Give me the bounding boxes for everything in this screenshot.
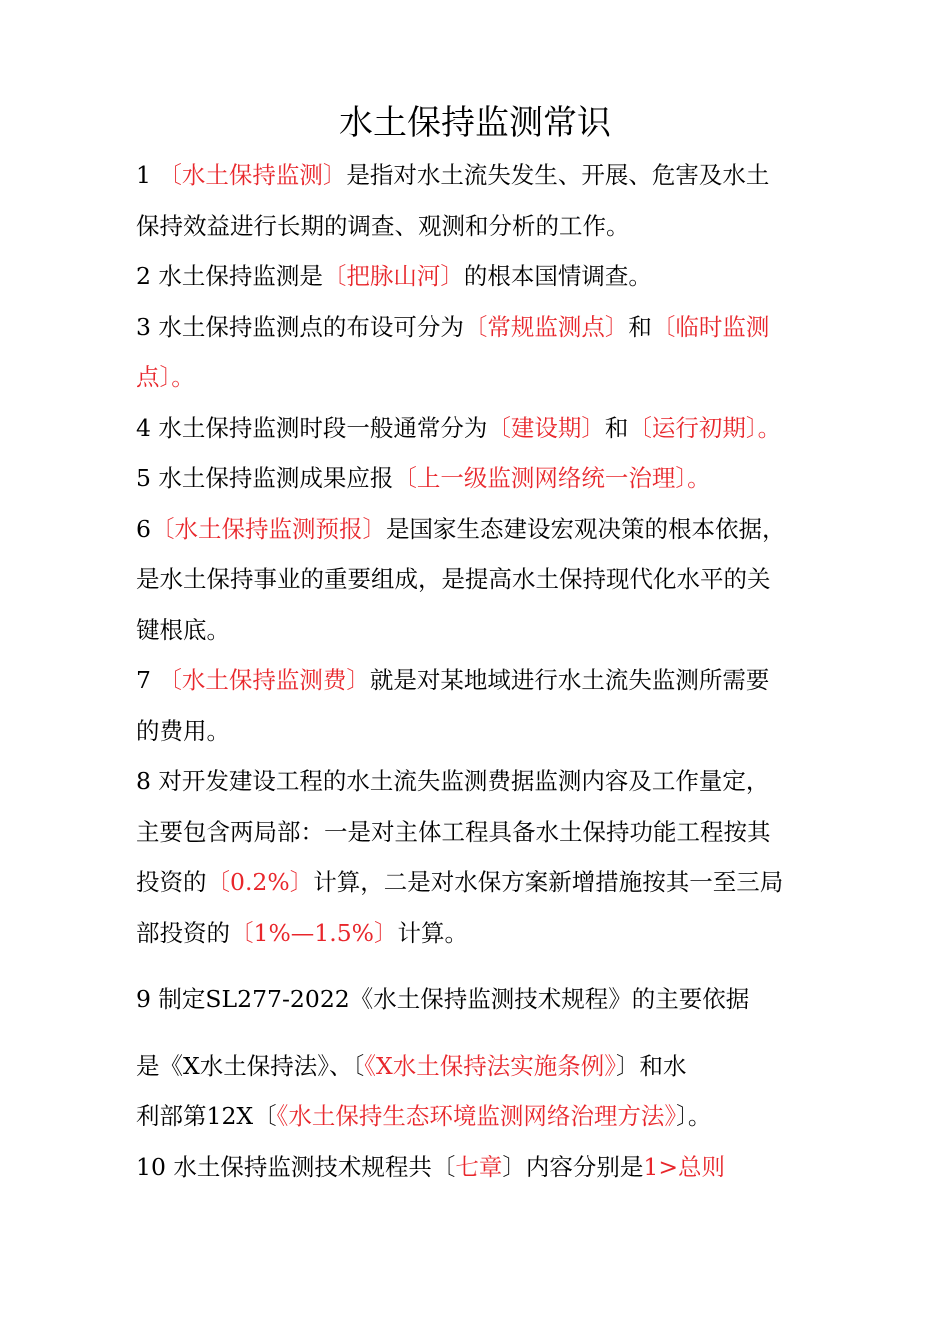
paragraph-line bbox=[136, 605, 836, 656]
paragraph-line bbox=[136, 908, 836, 959]
highlighted-answer: 1>总则 bbox=[643, 1152, 726, 1181]
body-text: 和 bbox=[628, 312, 652, 341]
paragraph-item-6 bbox=[136, 504, 836, 656]
body-text: 投资的 bbox=[136, 868, 207, 896]
body-text: 键根底。 bbox=[136, 615, 230, 644]
body-text: 8 对开发建设工程的水土流失监测费据监测内容及工作量定， bbox=[136, 767, 770, 795]
paragraph-line bbox=[136, 453, 836, 504]
paragraph-line bbox=[136, 251, 836, 302]
highlighted-answer: 《X水土保持法实施条例》 bbox=[364, 1051, 616, 1080]
paragraph-item-2 bbox=[136, 251, 836, 302]
body-text: 2 水土保持监测是 bbox=[136, 262, 323, 290]
paragraph-item-5 bbox=[136, 453, 836, 504]
body-text: 5 水土保持监测成果应报 bbox=[136, 464, 394, 492]
paragraph-line bbox=[136, 655, 836, 706]
paragraph-item-7 bbox=[136, 655, 836, 756]
highlighted-answer: 〔常规监测点〕 bbox=[463, 312, 629, 341]
paragraph-line bbox=[136, 706, 836, 757]
body-text: 1 bbox=[136, 161, 159, 189]
body-text: 是国家生态建设宏观决策的根本依据， bbox=[385, 514, 786, 543]
paragraph-line bbox=[136, 302, 836, 353]
document-title: 水土保持监测常识 bbox=[339, 103, 611, 143]
paragraph-line bbox=[136, 756, 836, 807]
body-text: 的费用。 bbox=[136, 716, 230, 745]
body-text: 9 制定SL277-2022《水土保持监测技术规程》的主要依据 bbox=[136, 985, 750, 1013]
body-text: 3 水土保持监测点的布设可分为 bbox=[136, 312, 464, 341]
highlighted-answer: 〔运行初期〕。 bbox=[628, 413, 782, 442]
body-text: 的根本国情调查。 bbox=[463, 262, 652, 290]
paragraph-line bbox=[136, 1041, 836, 1092]
paragraph-line bbox=[136, 974, 836, 1025]
paragraph-line bbox=[136, 1091, 836, 1142]
highlighted-answer: 〔临时监测 bbox=[651, 312, 770, 341]
highlighted-answer: 七章 bbox=[455, 1152, 503, 1181]
highlighted-answer: 〔把脉山河〕 bbox=[322, 262, 464, 290]
body-text: 是指对水土流失发生、开展、危害及水土 bbox=[346, 161, 770, 189]
paragraph-item-9 bbox=[136, 974, 836, 1142]
body-text: 〕内容分别是 bbox=[502, 1152, 644, 1181]
body-text: 是水土保持事业的重要组成，是提高水土保持现代化水平的关 bbox=[136, 565, 771, 593]
paragraph-line bbox=[136, 403, 836, 454]
highlighted-answer: 〔0.2%〕 bbox=[206, 868, 314, 896]
paragraph-line bbox=[136, 807, 836, 858]
highlighted-answer: 〔水土保持监测费〕 bbox=[158, 666, 370, 694]
paragraph-item-1 bbox=[136, 150, 836, 251]
paragraph-item-4 bbox=[136, 403, 836, 454]
paragraph-line bbox=[136, 352, 836, 403]
document-body bbox=[136, 150, 836, 1192]
body-text: 保持效益进行长期的调查、观测和分析的工作。 bbox=[136, 211, 630, 240]
body-text: 7 bbox=[136, 666, 159, 694]
highlighted-answer: 〔水土保持监测预报〕 bbox=[150, 514, 386, 543]
paragraph-line bbox=[136, 554, 836, 605]
paragraph-line bbox=[136, 504, 836, 555]
body-text: 利部第12X〔 bbox=[136, 1102, 277, 1130]
highlighted-answer: 〔1%—1.5%〕 bbox=[230, 918, 398, 947]
highlighted-answer: 点〕。 bbox=[136, 363, 195, 391]
body-text: 部投资的 bbox=[136, 918, 230, 947]
paragraph-line bbox=[136, 201, 836, 252]
paragraph-item-8 bbox=[136, 756, 836, 958]
body-text: 10 水土保持监测技术规程共〔 bbox=[136, 1152, 456, 1181]
body-text: 〕。 bbox=[676, 1102, 712, 1130]
highlighted-answer: 《水土保持生态环境监测网络治理方法》 bbox=[276, 1102, 677, 1130]
highlighted-answer: 〔建设期〕 bbox=[487, 413, 605, 442]
paragraph-item-3 bbox=[136, 302, 836, 403]
body-text: 计算，二是对水保方案新增措施按其一至三局 bbox=[313, 868, 784, 896]
body-text: 4 水土保持监测时段一般通常分为 bbox=[136, 413, 488, 442]
body-text: 主要包含两局部：一是对主体工程具备水土保持功能工程按其 bbox=[136, 817, 771, 846]
body-text: 是《X水土保持法》、〔 bbox=[136, 1051, 365, 1080]
paragraph-line bbox=[136, 1142, 836, 1193]
body-text: 就是对某地域进行水土流失监测所需要 bbox=[369, 666, 770, 694]
body-text: 计算。 bbox=[397, 918, 468, 947]
highlighted-answer: 〔水土保持监测〕 bbox=[158, 161, 347, 189]
paragraph-line bbox=[136, 857, 836, 908]
body-text: 〕和水 bbox=[615, 1051, 687, 1080]
body-text: 和 bbox=[604, 413, 629, 442]
paragraph-item-10 bbox=[136, 1142, 836, 1193]
highlighted-answer: 〔上一级监测网络统一治理〕。 bbox=[393, 464, 711, 492]
body-text: 6 bbox=[136, 514, 151, 543]
paragraph-line bbox=[136, 150, 836, 201]
